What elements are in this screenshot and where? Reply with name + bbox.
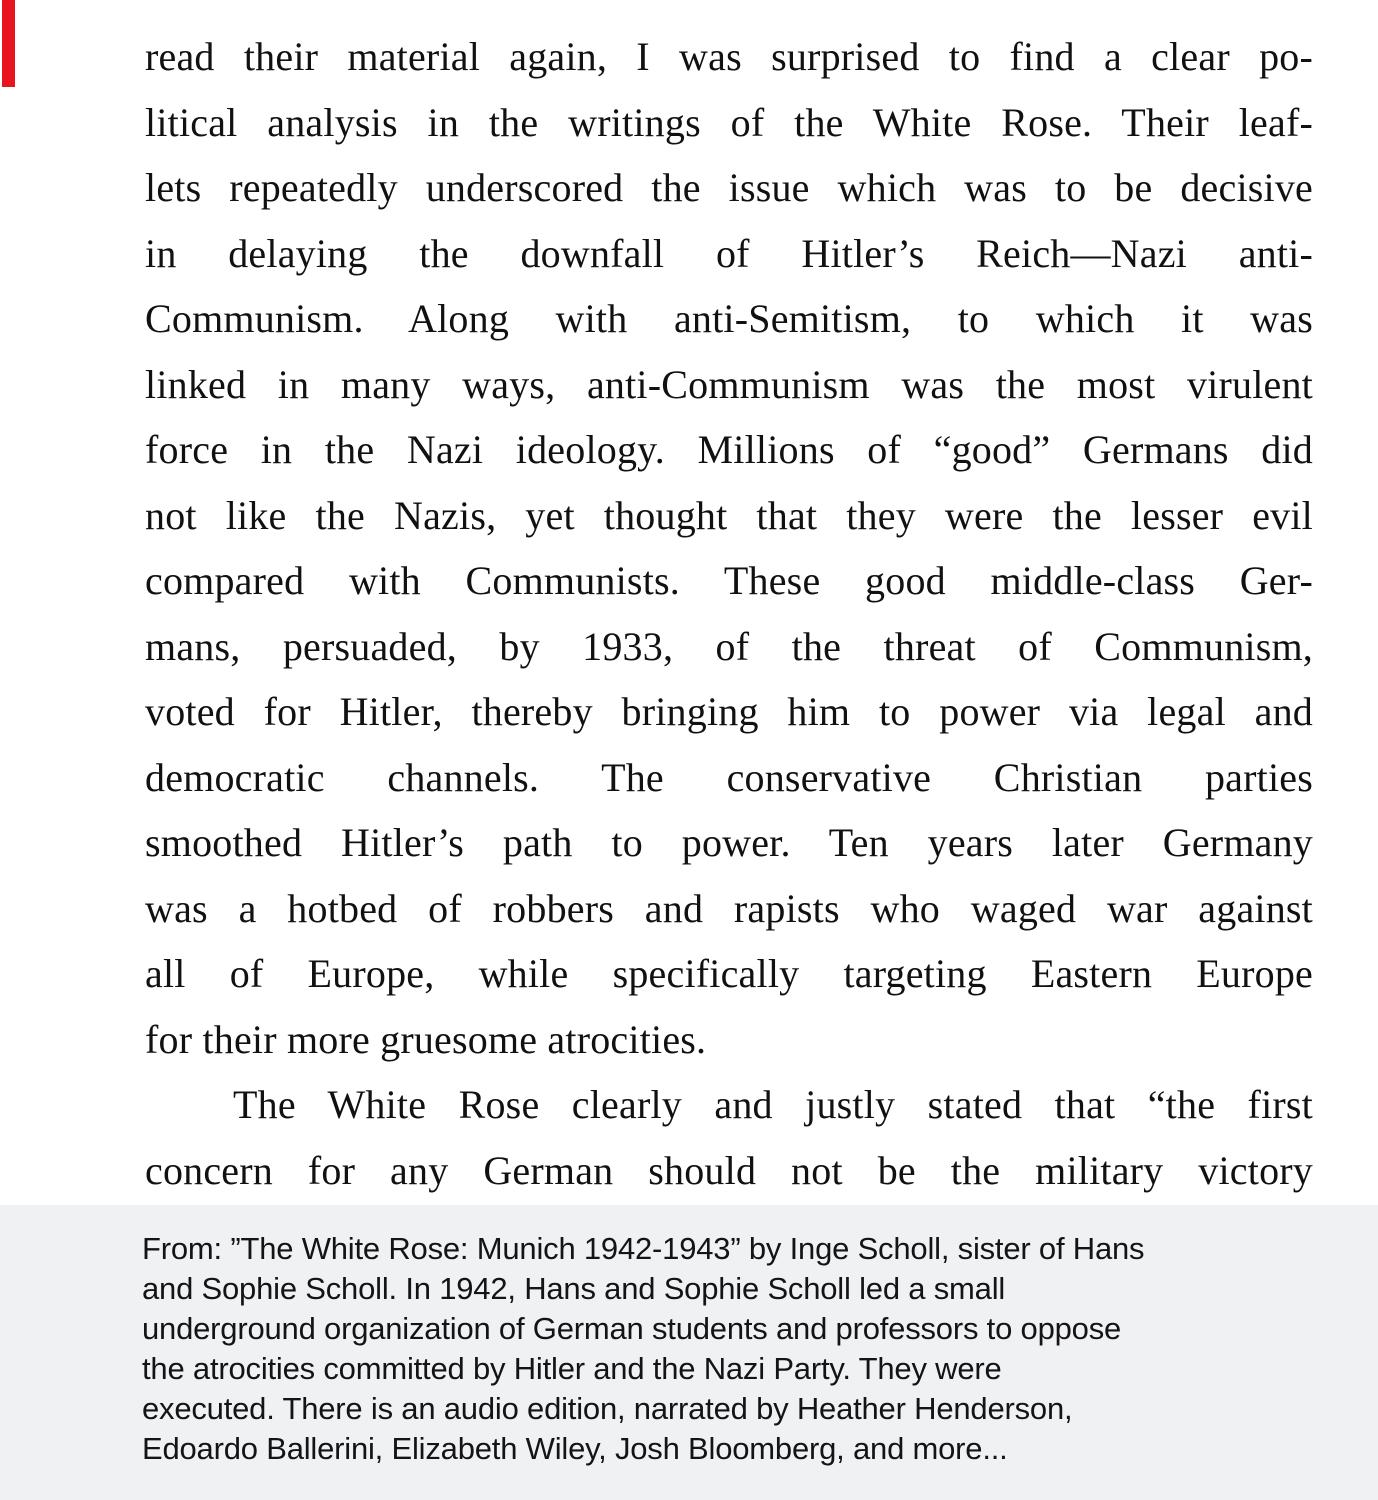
caption-line: and Sophie Scholl. In 1942, Hans and Sophie Scholl led a small xyxy=(142,1271,1006,1306)
caption-line: From: ”The White Rose: Munich 1942-1943” by Inge Scholl, sister of Hans xyxy=(142,1231,1145,1266)
text-line-paragraph-end: for their more gruesome atrocities. xyxy=(145,1016,707,1062)
text-line: read their material again, I was surprised to find a clear po- xyxy=(145,34,1313,79)
text-line: not like the Nazis, yet thought that they were the lesser evil xyxy=(145,492,1313,538)
caption-line: executed. There is an audio edition, narrated by Heather Henderson, xyxy=(142,1391,1073,1426)
text-line: was a hotbed of robbers and rapists who waged war against xyxy=(145,885,1313,931)
text-line: litical analysis in the writings of the White Rose. Their leaf- xyxy=(145,99,1313,145)
text-line: Communism. Along with anti-Semitism, to which it was xyxy=(145,296,1313,341)
text-line: lets repeatedly underscored the issue which was to be decisive xyxy=(145,165,1313,210)
text-line: force in the Nazi ideology. Millions of “good” Germans did xyxy=(145,427,1313,472)
text-line-paragraph-start: The White Rose clearly and justly stated that “the first xyxy=(233,1082,1313,1127)
caption-line: underground organization of German students and professors to oppose xyxy=(142,1311,1122,1346)
caption-line: the atrocities committed by Hitler and the Nazi Party. They were xyxy=(142,1351,1002,1386)
text-line: voted for Hitler, thereby bringing him to power via legal and xyxy=(145,689,1313,734)
text-line: in delaying the downfall of Hitler’s Reich—Nazi anti- xyxy=(145,230,1313,276)
text-line: democratic channels. The conservative Christian parties xyxy=(145,754,1313,800)
body-text xyxy=(145,24,1313,1203)
text-line: all of Europe, while specifically targeting Eastern Europe xyxy=(145,951,1313,996)
text-line: compared with Communists. These good middle-class Ger- xyxy=(145,558,1313,603)
caption-band xyxy=(0,1205,1378,1500)
caption-line: Edoardo Ballerini, Elizabeth Wiley, Josh Bloomberg, and more... xyxy=(142,1431,1008,1466)
text-line: concern for any German should not be the military victory xyxy=(145,1147,1313,1193)
text-line: linked in many ways, anti-Communism was the most virulent xyxy=(145,361,1313,407)
text-line: smoothed Hitler’s path to power. Ten years later Germany xyxy=(145,820,1313,865)
caption-text xyxy=(142,1229,1322,1469)
text-line: mans, persuaded, by 1933, of the threat of Communism, xyxy=(145,623,1313,669)
red-edge-marker xyxy=(2,0,15,87)
